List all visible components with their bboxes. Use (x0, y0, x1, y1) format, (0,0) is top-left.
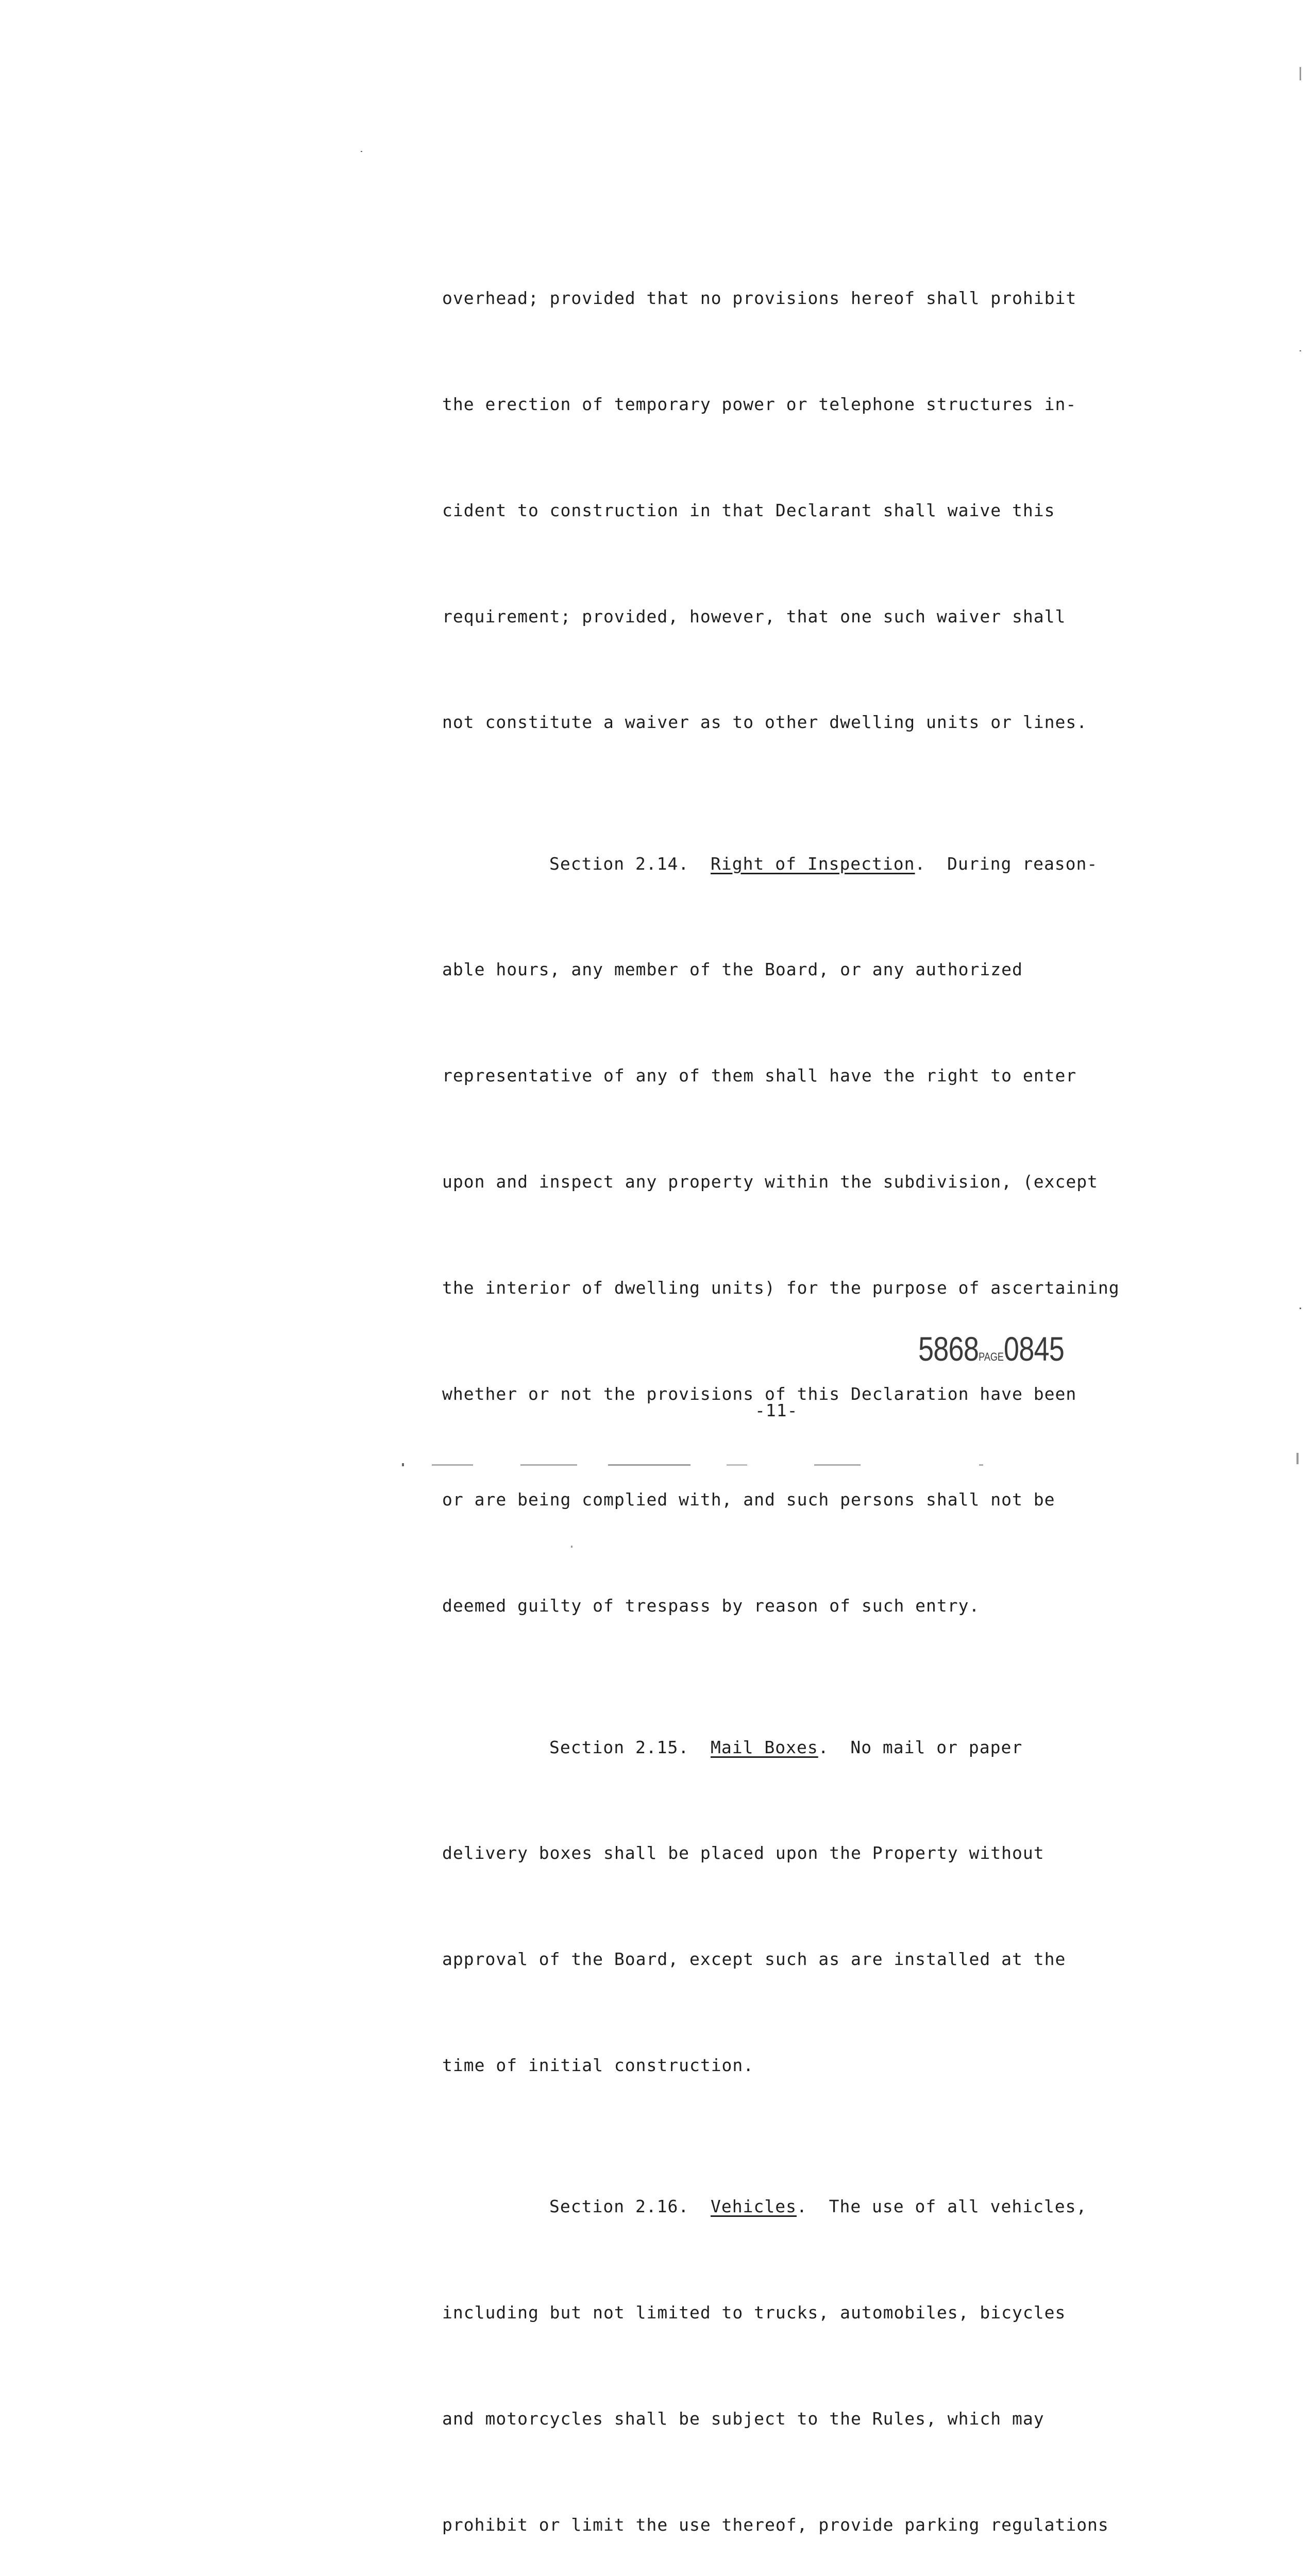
body-line: including but not limited to trucks, automobiles, bicycles (442, 2302, 1066, 2323)
scan-speck (1296, 1453, 1299, 1464)
body-line: whether or not the provisions of this Declaration have been (442, 1383, 1077, 1404)
body-line: overhead; provided that no provisions hereof shall prohibit (442, 288, 1077, 309)
body-line: requirement; provided, however, that one such waiver shall (442, 606, 1066, 626)
body-line: the interior of dwelling units) for the purpose of ascertaining (442, 1277, 1120, 1298)
section-text: . The use of all vehicles, (796, 2196, 1087, 2217)
scan-speck (814, 1464, 861, 1466)
section-number: Section 2.16. (549, 2196, 689, 2217)
scan-speck (979, 1464, 983, 1466)
scan-speck (520, 1464, 577, 1466)
scan-speck (1300, 350, 1301, 351)
scan-speck (571, 1546, 572, 1548)
scan-speck (1300, 1308, 1301, 1309)
scan-speck (1300, 67, 1301, 80)
body-line: representative of any of them shall have the right to enter (442, 1065, 1077, 1086)
body-line: and motorcycles shall be subject to the Rules, which may (442, 2408, 1045, 2429)
section-2-15-first-line (442, 1730, 1184, 1766)
section-number: Section 2.15. (549, 1737, 689, 1757)
body-line: delivery boxes shall be placed upon the Property without (442, 1843, 1045, 1863)
section-number: Section 2.14. (549, 853, 689, 874)
scan-speck (361, 151, 362, 152)
section-heading: Right of Inspection (711, 853, 915, 874)
scan-speck (608, 1464, 690, 1466)
body-line: upon and inspect any property within the subdivision, (except (442, 1172, 1098, 1192)
stamp-book: 5868 (918, 1330, 979, 1368)
page-number: -11- (755, 1400, 798, 1420)
section-heading: Vehicles (711, 2196, 797, 2217)
section-text: . No mail or paper (818, 1737, 1023, 1757)
body-line: prohibit or limit the use thereof, provide parking regulations (442, 2514, 1109, 2535)
body-line: deemed guilty of trespass by reason of such entry. (442, 1596, 980, 1616)
body-line: able hours, any member of the Board, or any authorized (442, 959, 1023, 980)
section-2-16-first-line (442, 2189, 1184, 2225)
stamp-page-label: PAGE (979, 1350, 1004, 1363)
scan-speck (727, 1464, 747, 1466)
book-page-stamp (918, 1329, 1064, 1368)
section-text: . During reason- (915, 853, 1098, 874)
body-line: cident to construction in that Declarant shall waive this (442, 500, 1055, 520)
body-line: time of initial construction. (442, 2055, 754, 2075)
body-line: the erection of temporary power or telephone structures in- (442, 394, 1077, 414)
body-line: approval of the Board, except such as are installed at the (442, 1949, 1066, 1970)
scan-speck (432, 1464, 473, 1466)
body-line: not constitute a waiver as to other dwelling units or lines. (442, 712, 1088, 733)
stamp-page: 0845 (1003, 1330, 1065, 1368)
scan-speck (402, 1463, 404, 1466)
section-heading: Mail Boxes (711, 1737, 818, 1757)
body-line: or are being complied with, and such persons shall not be (442, 1489, 1055, 1510)
section-2-14-first-line (442, 846, 1184, 882)
document-body (442, 210, 1184, 2576)
